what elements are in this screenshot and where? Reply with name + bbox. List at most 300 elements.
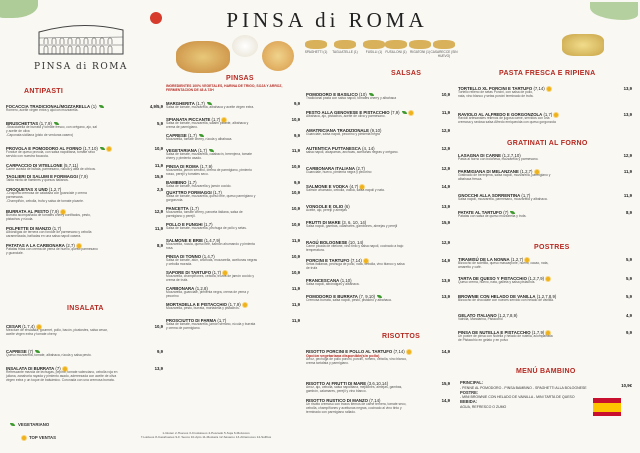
section-title-risottos: RISOTTOS bbox=[382, 333, 421, 340]
menu-item-price: 14,9 bbox=[441, 398, 450, 403]
section-title-antipasti: ANTIPASTI bbox=[24, 88, 64, 95]
allergen-codes: (2,7) bbox=[64, 243, 75, 248]
menu-item-price: 8,9 bbox=[157, 243, 163, 248]
menu-item-name: FOCACCIA TRADICIONAL/MOZZARELLA (1) bbox=[6, 104, 104, 109]
menu-item bbox=[306, 110, 413, 119]
menu-item-description: Salsa de tomate, mozzarella y jamón cocido. bbox=[166, 184, 232, 188]
menu-item bbox=[306, 294, 392, 303]
menu-item-description: caramelizada, bañadas en una salsa napoli casera. bbox=[6, 233, 82, 238]
pinsa-dough-note: INGREDIENTES 100% VEGETALES, HARINA DE TRIGO, SOJA Y ARROZ, FERMENTACION DE 48 A 72H bbox=[166, 84, 283, 93]
menu-item bbox=[458, 330, 553, 343]
menu-item-description: juliana, zanahoria rayada y pimiento asado, adereezada con aceite de oliva bbox=[6, 373, 117, 378]
menu-item-name: FRUTTI DI MARE (3, 6, 10, 14) bbox=[306, 220, 367, 225]
menu-item-price: 15,9 bbox=[441, 220, 450, 225]
allergen-codes: (1,4,7,9) bbox=[203, 238, 221, 243]
menu-item-description: -Croqueta cremosa de calabaza con guanciale y crema bbox=[6, 191, 87, 195]
menu-item-name: BROWNIE CON HELADO DE VANILLA (1,2,7,8,9) bbox=[458, 294, 557, 299]
menu-bambino-principal-label: PRINCIPAL: bbox=[460, 380, 484, 385]
menu-item-price: 14,9 bbox=[441, 349, 450, 354]
menu-item-name: CESAR (1,7,4) bbox=[6, 324, 108, 329]
menu-item-description: crema de parmigiano. bbox=[166, 124, 198, 129]
allergen-codes: (1,7,10) bbox=[81, 146, 98, 151]
menu-item bbox=[306, 146, 398, 155]
menu-item-price: 12,9 bbox=[623, 153, 632, 158]
menu-item-price: 11,9 bbox=[441, 110, 450, 115]
allergen-codes: (1) bbox=[90, 104, 97, 109]
pasta-shape-label: FUSILLI (1) bbox=[365, 50, 383, 54]
menu-item-description: Salsa napoli, gambas, calamares, gambones, almejas y perejil bbox=[306, 224, 398, 228]
allergen-codes: (1,2,7) bbox=[509, 257, 524, 262]
menu-item-description: gambón, calamares, perejil y vino blanco. bbox=[306, 388, 367, 393]
menu-item bbox=[306, 184, 385, 193]
allergen-codes: (1,7) bbox=[51, 226, 62, 231]
menu-item-description: pistachos y rúcula. bbox=[6, 216, 34, 221]
section-title-gratinati: GRATINATI AL FORNO bbox=[507, 140, 588, 147]
menu-item-name: PINSA DI TONNO (1,4,7) bbox=[166, 254, 215, 259]
menu-item-description: y cebolla morada. bbox=[166, 261, 193, 266]
menu-item-price: 11,9 bbox=[291, 148, 300, 153]
menu-item bbox=[306, 240, 403, 253]
menu-item bbox=[166, 101, 254, 110]
allergen-codes: (1,10) bbox=[339, 278, 352, 283]
menu-item-price: 11,9 bbox=[291, 286, 300, 291]
menu-item-price: 11,9 bbox=[623, 193, 632, 198]
menu-item bbox=[166, 206, 243, 219]
menu-item-description: -Caponata siciliana (pisto de verduras casero) bbox=[6, 132, 74, 137]
burrata-photo bbox=[232, 35, 258, 57]
menu-item-name: RISOTTO AI FRUTTI DI MARE (3,6,10,14) bbox=[306, 381, 389, 386]
allergen-codes: (4, 14) bbox=[360, 146, 375, 151]
top-sales-sun-icon bbox=[547, 87, 551, 91]
menu-item-description: Salsa napoli, mozzarella, parmesano, mozzarella y albahaca. bbox=[458, 197, 548, 201]
allergen-codes: (1,2,8) bbox=[194, 286, 208, 291]
menu-item bbox=[458, 210, 526, 219]
allergen-codes: (5,7,11) bbox=[62, 163, 79, 168]
menu-item-name: PROVOLA E POMODORO AL FORNO (1,7,10) bbox=[6, 146, 111, 151]
menu-item-description: Salsa de tomate, mozzarella, salami picante, albahaca y bbox=[166, 121, 249, 125]
allergen-codes: (2,7) bbox=[354, 166, 365, 171]
menu-item-name: PROSCIUTTO DI PARMA (1,7) bbox=[166, 318, 227, 323]
menu-item-name: GNOCCHI ALLA SORRENTINA (1,7) bbox=[458, 193, 531, 198]
menu-item-name: BAMBINO (1,7) bbox=[166, 180, 197, 185]
colosseum-icon bbox=[35, 20, 127, 56]
allergen-codes: (1,2,7,10) bbox=[501, 153, 521, 158]
menu-item-description: Refrescante mezcla de lechugas, pepino, tomate valenciano, cebolla roja en bbox=[6, 370, 118, 374]
menu-item-price: 2,5 bbox=[157, 187, 163, 192]
menu-item-price: 9,9 bbox=[157, 349, 163, 354]
menu-item bbox=[458, 193, 548, 202]
allergen-codes: (1,7,4) bbox=[21, 324, 35, 329]
allergen-codes: (1,7,9) bbox=[227, 302, 241, 307]
allergen-codes: (1,7) bbox=[542, 112, 553, 117]
allergen-codes: (7,14) bbox=[349, 258, 362, 263]
allergen-codes: (1,2,7,8,9) bbox=[535, 294, 557, 299]
menu-item-description: pecorino bbox=[166, 293, 179, 298]
menu-bambino-price: 10,9€ bbox=[621, 383, 632, 388]
allergen-codes: (1,7) bbox=[186, 180, 197, 185]
menu-item-description: crema tartufata y parmigiano. bbox=[306, 360, 349, 365]
menu-item-description: Salmón ahumado, cebolla, vodka, salsa napoli y nata. bbox=[306, 188, 385, 192]
menu-item-name: CARBONARA (1,2,8) bbox=[166, 286, 208, 291]
menu-item-description: Gratinado de berenjena, salsa napoli, mozzarella, parmigiano y bbox=[458, 173, 551, 177]
section-title-menu-bambino: MENÚ BAMBINO bbox=[516, 368, 576, 375]
pasta-dish-photo bbox=[262, 41, 294, 71]
menu-item bbox=[306, 398, 406, 415]
menu-bambino-postre-label: POSTRE: bbox=[460, 389, 479, 395]
menu-item-description: salsa napoli, alcaparras, anchoas, aceitunas negras y orégano. bbox=[306, 150, 399, 154]
menu-item-description: Setas italianas, pechuga de pollo, nata, cebolla, vino blanco y salsa bbox=[306, 262, 405, 266]
menu-item-name: CAPRESE (7) bbox=[6, 349, 92, 354]
menu-item bbox=[306, 128, 381, 137]
menu-item-price: 9,9 bbox=[294, 180, 300, 185]
menu-item-description: rosso, perejil y tomates seco. bbox=[166, 171, 209, 176]
menu-item-description: Tabla mixta de fiambres y quesos italianos. bbox=[6, 178, 69, 182]
menu-item bbox=[458, 294, 556, 303]
menu-item-name: POLLO E FUNGHI (1,7) bbox=[166, 222, 213, 227]
top-sales-sun-icon bbox=[22, 436, 26, 440]
menu-item-description: Bizcocho de soletilla, queso mascarpone, huevo, cacao, nata, bbox=[458, 261, 549, 265]
menu-item bbox=[166, 222, 247, 231]
menu-item-name: TORTELLO XL PORCINI E TARTUFO (7,14) bbox=[458, 86, 551, 91]
menu-item-price: 15,9 bbox=[154, 174, 163, 179]
menu-item-name: MARGHERITA (1,7) bbox=[166, 101, 254, 106]
allergen-codes: (3, 6, 10, 14) bbox=[340, 220, 367, 225]
top-sales-sun-icon bbox=[554, 113, 558, 117]
menu-item-description: albahaca fresca. bbox=[458, 176, 483, 181]
menu-item-description: Cremosa burrata, salsa napoli, pesto, pistacho y albahaca. bbox=[306, 298, 392, 302]
menu-item-description: Vainilla, Mandarina, Pistacchio bbox=[458, 317, 503, 321]
menu-item-name: RISOTTO PORCINI E POLLO AL TARTUFO (7,14) bbox=[306, 349, 411, 354]
menu-item bbox=[306, 92, 396, 101]
menu-item-name: POLPETTE DI MANZO (1,7) bbox=[6, 226, 62, 231]
menu-item-description: Mozzarella, jamón serrano, crema de parmigiano, pimiento bbox=[166, 168, 252, 172]
menu-item-price: 10,9 bbox=[291, 222, 300, 227]
menu-item-price: 4,9 bbox=[626, 313, 632, 318]
allergen-codes: (3,6,10,14) bbox=[366, 381, 389, 386]
menu-item-name: BURRATA AL PESTO (7,9) bbox=[6, 209, 91, 214]
menu-item-name: SALMONE E VODKA (4,7) bbox=[306, 184, 385, 189]
section-title-insalata: INSALATA bbox=[67, 305, 104, 312]
menu-item-description: virgen extra y un toque de balsámico. Coronada con una cremosa burrata. bbox=[6, 377, 115, 382]
menu-item-description: temperatura. bbox=[306, 247, 325, 252]
allergen-codes: (1,7) bbox=[520, 193, 531, 198]
menu-item-name: CARPACCIO DI VITELLONE (5,7,11) bbox=[6, 163, 79, 168]
menu-item-description: Mozzarella, guanciale, pimienta negra, crema de yema y bbox=[166, 290, 249, 294]
vegetarian-leaf-icon bbox=[99, 105, 104, 108]
menu-item-description: de Pistacchio en gelato y en polvo bbox=[458, 337, 509, 342]
menu-item bbox=[458, 86, 551, 99]
menu-item-price: 5,9 bbox=[157, 121, 163, 126]
pasta-shape-icon bbox=[433, 40, 455, 49]
menu-item-price: 13,9 bbox=[623, 112, 632, 117]
menu-item-description: de trufa bbox=[306, 265, 318, 270]
pasta-shape-icon bbox=[305, 40, 327, 49]
allergen-codes: (1,7,9) bbox=[38, 121, 52, 126]
allergen-codes: (1,2,7) bbox=[518, 169, 533, 174]
allergen-codes: (7,9) bbox=[389, 110, 400, 115]
menu-item-name: QUATTRO FORMAGGI (1,7) bbox=[166, 190, 222, 195]
menu-item-description: Salsa napoli, albóndigas y albahaca. bbox=[306, 282, 360, 286]
menu-item-price: 5,9 bbox=[626, 257, 632, 262]
menu-item-name: PORCINI E TARTUFO (7,14) bbox=[306, 258, 405, 263]
menu-item-price: 10,9 bbox=[291, 206, 300, 211]
allergen-codes: (7) bbox=[26, 349, 34, 354]
menu-item bbox=[6, 366, 117, 383]
menu-item-price: 13,9 bbox=[441, 294, 450, 299]
allergen-codes: (1,2,7,8,9) bbox=[496, 313, 518, 318]
menu-item-name: BRUSCHETTAS (1,7,9) bbox=[6, 121, 97, 126]
menu-item-description: Salsa de tomate, mozzarella, pechuga de pollo y setas. bbox=[166, 226, 247, 230]
pasta-shape-label: CASARECCE (SIN HUEVO) bbox=[430, 50, 458, 58]
menu-item-price: 8,9 bbox=[626, 210, 632, 215]
menu-item bbox=[166, 164, 252, 177]
menu-item-name: VEGETARIANA (1,7) bbox=[166, 148, 252, 153]
menu-item-name: TARTA DE QUESO Y PISTACCHIO (1,2,7,9) bbox=[458, 276, 550, 281]
menu-item-description: Pasta al horno con boloñesa, mozzarella y parmesano. bbox=[458, 157, 539, 161]
menu-item-name: RAGÚ BOLOGNESE (10, 14) bbox=[306, 240, 364, 245]
menu-item-name: PARMIGIANA DI MELANZANE (1,2,7) bbox=[458, 169, 550, 174]
allergen-codes: (1,7) bbox=[211, 270, 222, 275]
pasta-shape-icon bbox=[334, 40, 356, 49]
top-sales-sun-icon bbox=[107, 147, 111, 151]
menu-bambino-postre: - MINI BROWNIE CON HELADO DE VAINILLA - MINI TARTA DE QUESO bbox=[460, 395, 575, 400]
menu-item-description: amaretto y café. bbox=[458, 264, 482, 269]
allergen-codes: (1,7) bbox=[216, 318, 227, 323]
menu-item-name: PATATAS A LA CARBONARA (2,7) bbox=[6, 243, 98, 248]
menu-item-price: 11,9 bbox=[291, 302, 300, 307]
menu-item bbox=[6, 243, 98, 256]
top-sales-sun-icon bbox=[243, 303, 247, 307]
section-title-pasta-fresca: PASTA FRESCA E RIPIENA bbox=[499, 70, 596, 77]
menu-item-name: TIRAMISÚ DE LA NONNA (1,2,7) bbox=[458, 257, 548, 262]
menu-item-description: Arroz, ajo, cebolla, salsa napolitana, mejillones, almejas, gambas, bbox=[306, 385, 403, 389]
menu-item bbox=[166, 318, 255, 331]
menu-item bbox=[166, 286, 249, 299]
allergen-line-2: 7-Lácteos 8-Cacahuetes 9-F. Secos 10-Apio 11-Mostaza 12-Sésamo 13-Altramuces 14-Sulfitos bbox=[140, 435, 272, 440]
menu-item bbox=[306, 349, 411, 366]
menu-item-description: Ravioli artesanales rellenos de jugosa carne, servidos con una bbox=[458, 116, 550, 120]
menu-item bbox=[166, 180, 231, 189]
menu-item-price: 12,9 bbox=[154, 209, 163, 214]
allergen-codes: (1,7) bbox=[188, 206, 199, 211]
allergen-codes: (1,7) bbox=[186, 133, 197, 138]
menu-item-description: Mozzarella, rúcula, queso brie, salmón ahumando y pimienta bbox=[166, 242, 255, 246]
menu-item-description: y aceite de oliva bbox=[6, 128, 30, 133]
menu-item-description: Queso crema, huevo, nata, galleta y salsa pistachos. bbox=[458, 280, 536, 284]
pasta-shape-label: SPAGHETTI (1) bbox=[304, 50, 328, 54]
allergen-codes: (10, 14) bbox=[347, 240, 364, 245]
menu-item bbox=[6, 324, 108, 337]
legend-top-label: TOP VENTAS bbox=[29, 435, 56, 440]
menu-item-price: 12,9 bbox=[441, 166, 450, 171]
menu-item-description: y crema de parmigiano. bbox=[166, 325, 201, 330]
menu-item-name: AMATRICIANA TRADIZIONALE (9,10) bbox=[306, 128, 382, 133]
menu-item bbox=[6, 226, 91, 239]
menu-item bbox=[6, 146, 111, 159]
menu-item bbox=[6, 174, 88, 183]
menu-item bbox=[6, 163, 96, 172]
menu-item-name: INSALATA DI BURRATA (7) bbox=[6, 366, 117, 371]
top-sales-sun-icon bbox=[546, 277, 550, 281]
allergen-codes: (1,7) bbox=[202, 222, 213, 227]
legend-top-ventas bbox=[20, 435, 56, 440]
menu-item-price: 10,9 bbox=[441, 92, 450, 97]
allergen-codes: (1,2,7,9) bbox=[526, 276, 545, 281]
allergen-codes: (1,7) bbox=[210, 117, 221, 122]
menu-item-name: POMODORO E BASILICO (10) bbox=[306, 92, 396, 97]
menu-item-description: Tradicional pasta con salsa napoli, tomates cherry y albahaca bbox=[306, 96, 397, 100]
menu-item-description: Albahaca, ajo, pistachos, aceite de oliva y parmesano. bbox=[306, 114, 386, 118]
menu-item-description: Bizcocho de chocolate con nueces servido con helado de vainilla. bbox=[458, 298, 554, 302]
page-title: PINSA di ROMA bbox=[226, 8, 428, 32]
menu-item-name: PINSA DI ROMA (1,7,9) bbox=[166, 164, 213, 169]
basil-leaves-decoration bbox=[590, 2, 638, 20]
pasta-shape-label: FUSILLONI (1) bbox=[385, 50, 407, 54]
menu-item-price: 5,9 bbox=[626, 276, 632, 281]
menu-item-name: RAVIOLO AL ALFREDO E GORGONZOLA (1,7) bbox=[458, 112, 558, 117]
menu-item-description: crema de trufa. bbox=[166, 277, 189, 282]
menu-item-name: SAPORE DI TARTUFO (1,7) bbox=[166, 270, 254, 275]
menu-item-name: MORTADELLA E PISTACCHIO (1,7,9) bbox=[166, 302, 247, 307]
vegetarian-leaf-icon bbox=[100, 147, 105, 150]
menu-item bbox=[458, 112, 558, 125]
menu-item-description: Arroz, pechuga de pollo porcini, porcini, romero, cebolla, vino blanco, bbox=[306, 357, 407, 361]
menu-item-price: 11,9 bbox=[291, 238, 300, 243]
menu-item-price: 11,9 bbox=[154, 226, 163, 231]
allergen-key bbox=[106, 431, 306, 440]
menu-item bbox=[166, 302, 247, 311]
menu-item-price: 13,9 bbox=[441, 278, 450, 283]
menu-item-price: 14,9 bbox=[441, 258, 450, 263]
allergen-line-1: 1-Gluten 2-Huevos 3-Crustáceos 4-Pescado 5-Soja 6-Moluscos bbox=[162, 431, 250, 435]
menu-item-price: 15,9 bbox=[441, 381, 450, 386]
menu-item bbox=[458, 153, 538, 162]
menu-item-price: 5,9 bbox=[626, 294, 632, 299]
menu-item-description: Carne picada de vitelone, vino tinto y salsa napoli, cocinado a bajo bbox=[306, 244, 404, 248]
allergen-codes: (7,14) bbox=[368, 398, 381, 403]
menu-item-description: Guanciale, salsa napoli, pecorino y pimienta negra bbox=[306, 132, 380, 136]
menu-item-description: Burrata acompañada de tomates cherry confitados, pesto, bbox=[6, 213, 91, 217]
menu-item-name: PESTO ALLA GENOVESE E PISTACCHIO (7,9) bbox=[306, 110, 413, 115]
brand-name: PINSA di ROMA bbox=[34, 62, 128, 72]
menu-item-price: 13,9 bbox=[441, 204, 450, 209]
menu-item-price: 14,9 bbox=[441, 184, 450, 189]
spain-flag-icon bbox=[593, 398, 621, 416]
menu-item-description: Salsa de tomate, atún, anchoas, mozzarella, aceitunas negras bbox=[166, 258, 258, 262]
allergen-codes: (1,7) bbox=[211, 190, 222, 195]
allergen-codes: (7) bbox=[54, 366, 61, 371]
allergen-codes: (4,7) bbox=[348, 184, 359, 189]
menu-item-description: Guanciale, huevo, pimienta negra y pecorino bbox=[306, 170, 372, 174]
legend-veg-label: VEGETARIANO bbox=[18, 422, 50, 427]
menu-item-description: -Stracciatella de burrata y tomate fresco, con orégano, ajo, sal bbox=[6, 125, 97, 129]
menu-item bbox=[166, 254, 257, 267]
basil-leaves-decoration bbox=[0, 0, 38, 18]
menu-item bbox=[6, 121, 97, 138]
menu-item bbox=[458, 169, 550, 182]
allergen-codes: (1,7,9) bbox=[530, 330, 545, 335]
menu-item-name: LASAGNA DI CARNE (1,2,7,10) bbox=[458, 153, 521, 158]
allergen-codes: (10) bbox=[357, 92, 367, 97]
menu-item bbox=[306, 204, 350, 213]
menu-item-description: parmigiano y perejil. bbox=[166, 213, 196, 218]
menu-item bbox=[458, 313, 517, 322]
menu-item-description: Fondue de queso provola, con salsa napolitana, tomate seco bbox=[6, 150, 96, 154]
menu-item bbox=[166, 190, 255, 203]
menu-item bbox=[306, 278, 360, 287]
menu-item-description: Patatas con salsa de queso mozzarella y trufa. bbox=[458, 214, 527, 218]
pasta-shape-label: TAGLIATELLE (1) bbox=[332, 50, 358, 54]
menu-item-price: 10,9 bbox=[291, 117, 300, 122]
menu-item-name: POMODORO E BURRATA (7, 9,10) bbox=[306, 294, 392, 299]
menu-item-description: parmesana. bbox=[6, 194, 24, 199]
menu-item bbox=[166, 238, 255, 251]
menu-item bbox=[166, 270, 254, 283]
menu-item-description: rosa. bbox=[166, 245, 174, 250]
menu-bambino-principal: - PENNE AL POMODORO - PINSA BAMBINO - SPAGHETTI ALLA BOLOGNESE bbox=[460, 385, 587, 390]
menu-item-description: Salsa de tomate, mozzarella, albahaca y aceite virgen extra. bbox=[166, 105, 255, 109]
menu-item-description: aceite virgen extra y tomate cherry. bbox=[6, 331, 58, 336]
menu-item bbox=[6, 349, 92, 358]
pasta-shape bbox=[301, 40, 331, 54]
menu-item-name: FRANCESCANA (1,10) bbox=[306, 278, 352, 283]
menu-item-description: terminado con parmigiano rallado. bbox=[306, 409, 356, 414]
menu-item-name: TAGLIERI DI SALUMI E FORMAGGI (7,9) bbox=[6, 174, 88, 179]
allergen-codes: (1,4,7) bbox=[201, 254, 215, 259]
menu-item-description: nata, vino blanco y setas porcini terminado de trufa. bbox=[458, 93, 534, 98]
menu-item-description: servido con nuestra focaccia. bbox=[6, 153, 49, 158]
allergen-codes: (7,9) bbox=[77, 174, 88, 179]
menu-item-name: CARBONARA ITALIANA (2,7) bbox=[306, 166, 365, 171]
menu-item-description: Salsa de tomate, mozzarella, calabacín, berenjena, tomate bbox=[166, 152, 252, 156]
menu-item-description: Romero, aceite virgen extra y ajo/con mozzarella. bbox=[6, 108, 79, 112]
menu-item-price: 13,9 bbox=[623, 86, 632, 91]
top-sales-sun-icon bbox=[409, 111, 413, 115]
section-title-pinsas: PINSAS bbox=[226, 75, 254, 82]
allergen-codes: (7,14) bbox=[392, 349, 405, 354]
menu-item-price: 10,9 bbox=[154, 324, 163, 329]
vegetarian-leaf-icon bbox=[402, 111, 407, 114]
menu-item bbox=[166, 148, 252, 161]
menu-item-price: 12,9 bbox=[441, 240, 450, 245]
menu-item bbox=[306, 166, 371, 175]
menu-item-description: Carne curada de búfala, parmesano, rúcula y alita de cítricos. bbox=[6, 167, 96, 171]
menu-bambino-bebida-label: BEBIDA: bbox=[460, 399, 478, 405]
menu-item-description: Tortello relleno de setas Porcini, con salsa de pollo, bbox=[458, 90, 533, 94]
menu-item-description: Mozzarella, tomate cherry, panceta italiana, salsa de bbox=[166, 210, 243, 214]
menu-item-name: PATATE AL TARTUFO (7) bbox=[458, 210, 526, 215]
menu-item-price: 9,9 bbox=[626, 330, 632, 335]
section-title-salsas: SALSAS bbox=[391, 70, 422, 77]
menu-item bbox=[458, 276, 550, 285]
brand-logo bbox=[6, 20, 156, 72]
menu-item-description: y guanciale. bbox=[6, 250, 24, 255]
allergen-codes: (6) bbox=[343, 204, 350, 209]
menu-item-description: Un postre de pinsa con Nutella y helado de nutella, acompañada bbox=[458, 334, 553, 338]
allergen-codes: (1,7,9) bbox=[198, 164, 213, 169]
menu-item-description: Mozzarella, tomate cherry, rúcula y albahaca. bbox=[166, 137, 233, 141]
menu-item bbox=[6, 104, 104, 113]
menu-item bbox=[166, 133, 232, 142]
menu-item bbox=[6, 209, 91, 222]
menu-item-name: SALMONE E BRIE (1,4,7,9) bbox=[166, 238, 221, 243]
menu-item-description: Patatas fritas con crema de yema de huevo, queso parmesano bbox=[6, 247, 98, 251]
allergen-codes: (7,14) bbox=[532, 86, 545, 91]
menu-item bbox=[166, 117, 248, 130]
allergen-codes: (9,10) bbox=[369, 128, 382, 133]
menu-item-description: Un risotto cremoso con trozos tiernos de carne ternera, tomate seco, bbox=[306, 402, 407, 406]
menu-item-price: 10,9 bbox=[291, 254, 300, 259]
